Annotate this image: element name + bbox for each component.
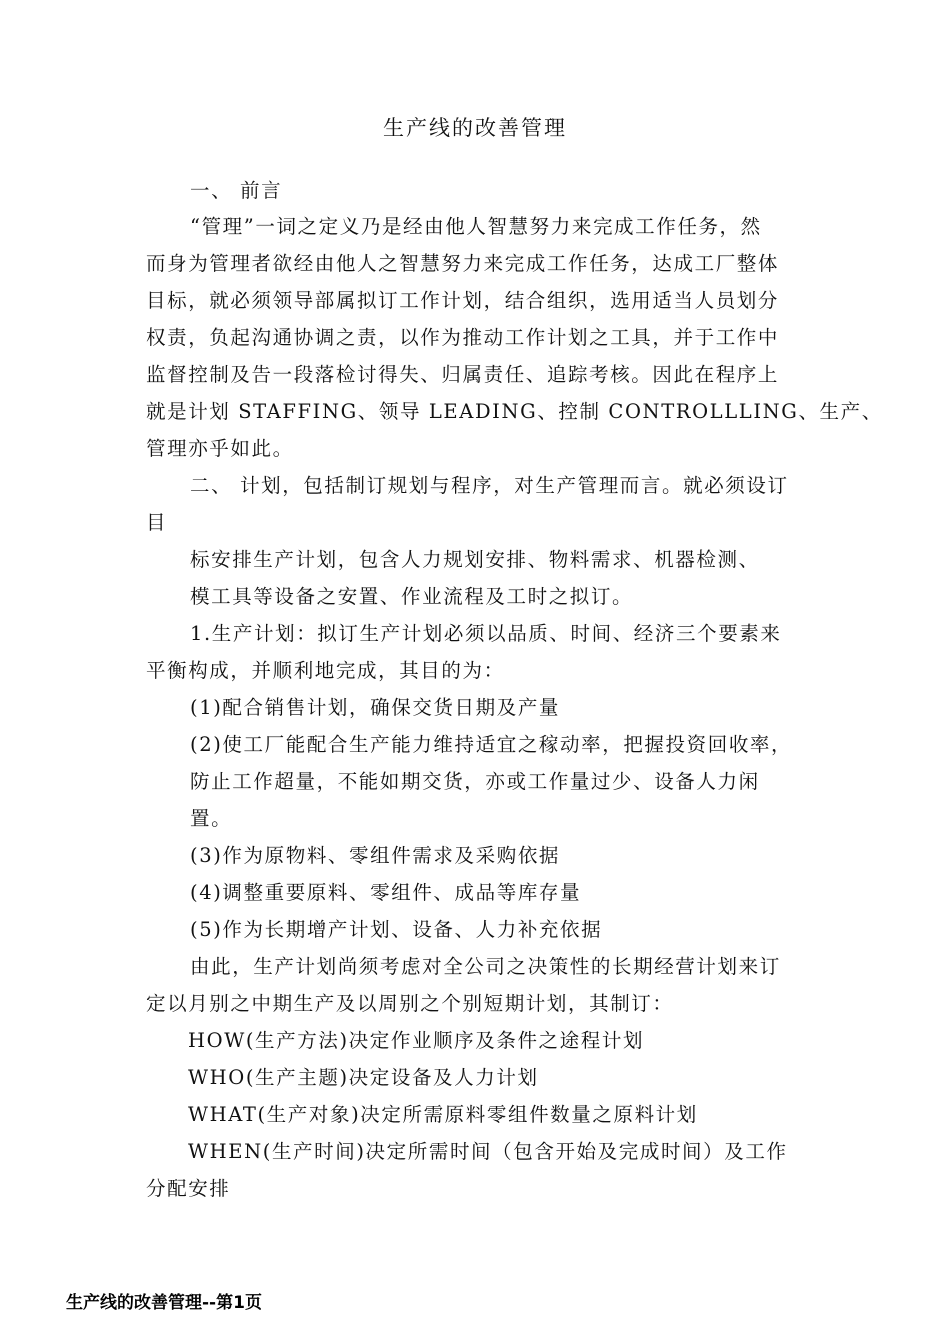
- paragraph-line: 目: [146, 511, 168, 534]
- paragraph-line: (2)使工厂能配合生产能力维持适宜之稼动率，把握投资回收率，: [190, 733, 793, 756]
- paragraph-line: (3)作为原物料、零组件需求及采购依据: [190, 844, 561, 867]
- paragraph-line: (1)配合销售计划，确保交货日期及产量: [190, 696, 561, 719]
- paragraph-line: 就是计划 STAFFING、领导 LEADING、控制 CONTROLLLING、生产、: [146, 400, 883, 423]
- paragraph-line: 置。: [190, 807, 233, 830]
- paragraph-line: 而身为管理者欲经由他人之智慧努力来完成工作任务，达成工厂整体: [146, 252, 780, 275]
- paragraph-line: 模工具等设备之安置、作业流程及工时之拟订。: [190, 585, 634, 608]
- paragraph-line: 由此，生产计划尚须考虑对全公司之决策性的长期经营计划来订: [190, 955, 781, 978]
- paragraph-line: 二、 计划，包括制订规划与程序，对生产管理而言。就必须设订: [190, 474, 789, 497]
- paragraph-line: 1.生产计划：拟订生产计划必须以品质、时间、经济三个要素来: [190, 622, 782, 645]
- paragraph-line: (5)作为长期增产计划、设备、人力补充依据: [190, 918, 603, 941]
- paragraph-line: 管理亦乎如此。: [146, 437, 294, 460]
- paragraph-line: WHAT(生产对象)决定所需原料零组件数量之原料计划: [188, 1103, 698, 1126]
- paragraph-line: “管理”一词之定义乃是经由他人智慧努力来完成工作任务，然: [190, 215, 762, 238]
- paragraph-line: 权责，负起沟通协调之责，以作为推动工作计划之工具，并于工作中: [146, 326, 780, 349]
- paragraph-line: 目标，就必须领导部属拟订工作计划，结合组织，选用适当人员划分: [146, 289, 780, 312]
- paragraph-line: 监督控制及告一段落检讨得失、归属责任、追踪考核。因此在程序上: [146, 363, 780, 386]
- paragraph-line: 标安排生产计划，包含人力规划安排、物料需求、机器检测、: [190, 548, 760, 571]
- paragraph-line: WHEN(生产时间)决定所需时间（包含开始及完成时间）及工作: [188, 1140, 788, 1163]
- paragraph-line: WHO(生产主题)决定设备及人力计划: [188, 1066, 539, 1089]
- page-footer: 生产线的改善管理--第1页: [66, 1293, 262, 1313]
- paragraph-line: HOW(生产方法)决定作业顺序及条件之途程计划: [188, 1029, 645, 1052]
- paragraph-line: 分配安排: [146, 1177, 231, 1200]
- paragraph-line: 定以月别之中期生产及以周别之个别短期计划，其制订：: [146, 992, 674, 1015]
- paragraph-line: 一、 前言: [190, 179, 283, 202]
- paragraph-line: 平衡构成，并顺利地完成，其目的为：: [146, 659, 505, 682]
- paragraph-line: 防止工作超量，不能如期交货，亦或工作量过少、设备人力闲: [190, 770, 760, 793]
- paragraph-line: (4)调整重要原料、零组件、成品等库存量: [190, 881, 582, 904]
- page-title: 生产线的改善管理: [383, 116, 567, 140]
